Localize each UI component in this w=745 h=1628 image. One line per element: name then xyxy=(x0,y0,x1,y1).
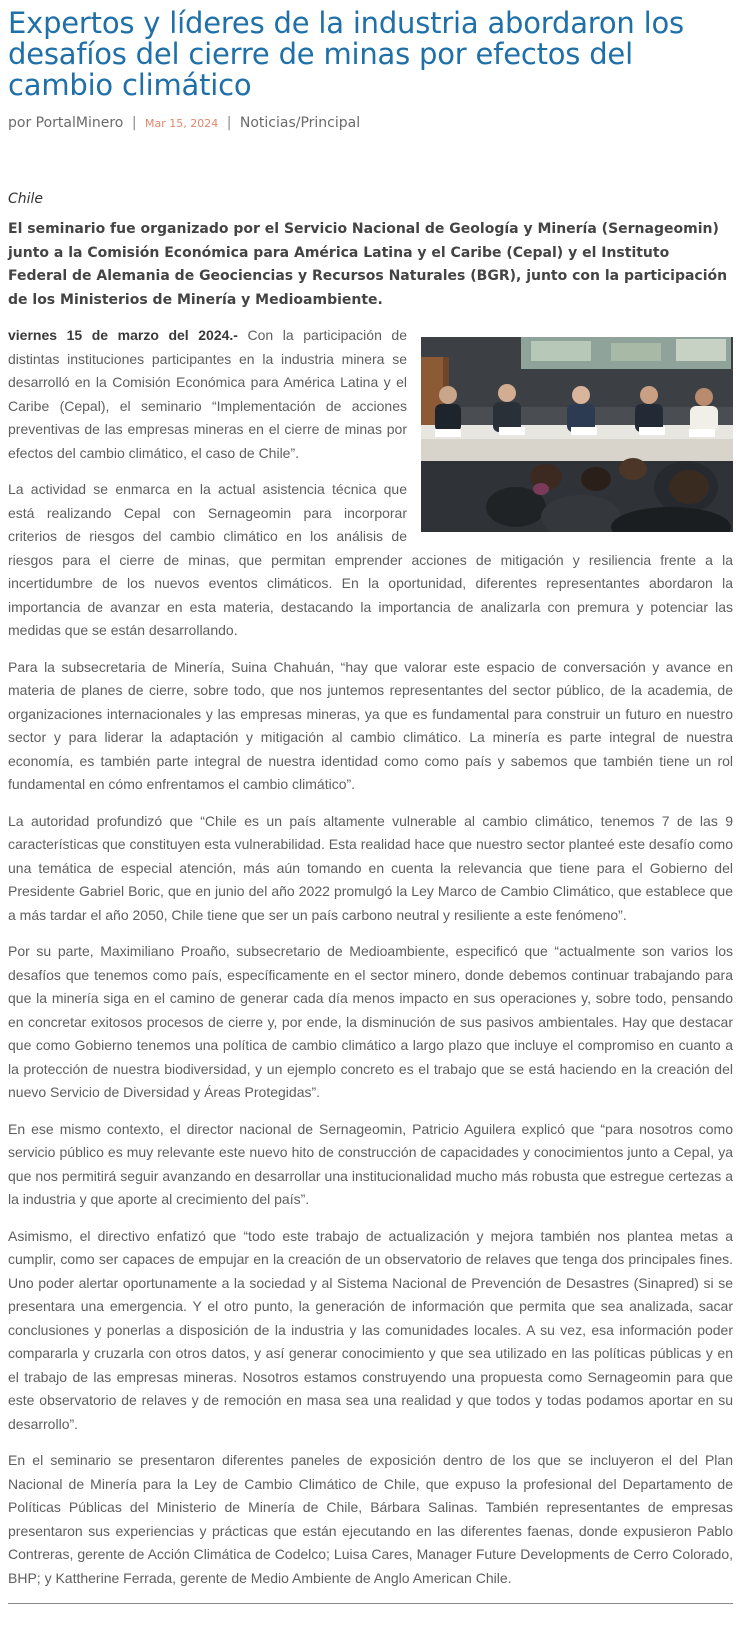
article-paragraph: Para la subsecretaria de Minería, Suina Chahuán, “hay que valorar este espacio de conversación y avance en materia de planes de cierre, sobre todo, que nos juntemos representantes del sector público, de la academia, de organizaciones internacionales y las empresas mineras, ya que es fundamental para construir un futuro en nuestro sector y para liderar la adaptación y mitigación al cambio climático. La minería es parte integral de nuestra economía, es también parte integral de nuestra identidad como como país y sabemos que también tiene un rol fundamental en cómo enfrentamos el cambio climático”. xyxy=(8,658,733,792)
article-meta xyxy=(8,113,733,134)
author-link[interactable]: por PortalMinero xyxy=(8,115,124,131)
article-paragraph: En ese mismo contexto, el director nacional de Sernageomin, Patricio Aguilera explicó que “para nosotros como servicio público es muy relevante este nuevo hito de construcción de capacidades y conocimientos junto a Cepal, ya que nos permitirá seguir avanzando en desarrollar una institucionalidad mucho más robusta que estregue certezas a la industria y que aporte al crecimiento del país”. xyxy=(8,1120,733,1207)
article-paragraph: Por su parte, Maximiliano Proaño, subsecretario de Medioambiente, especificó que “actualmente son varios los desafíos que tenemos como país, específicamente en el sector minero, donde debemos continuar trabajando para que la minería siga en el camino de generar cada día menos impacto en sus operaciones y, sobre todo, pensando en concretar exitosos procesos de cierre y, por ende, la disminución de sus pasivos ambientales. Hay que destacar que como Gobierno tenemos una política de cambio climático a largo plazo que incluye el compromiso en cuanto a la protección de nuestra biodiversidad, y un ejemplo concreto es el trabajo que se está haciendo en la creación del nuevo Servicio de Diversidad y Áreas Protegidas”. xyxy=(8,943,733,1100)
category-link[interactable]: Noticias/Principal xyxy=(239,115,361,131)
region-label: Chile xyxy=(8,191,44,207)
article-paragraph: La actividad se enmarca en la actual asistencia técnica que está realizando Cepal con Sernageomin para incorporar criterios de riesgos del cambio climático en los análisis de riesgos para el cierre de minas, que permitan emprender acciones de mitigación y resiliencia frente a la incertidumbre de los nuevos eventos climáticos. En la oportunidad, diferentes representantes abordaron la importancia de avanzar en esta materia, destacando la importancia de analizarla con premura y potenciar las medidas que se están desarrollando. xyxy=(8,481,733,638)
article-paragraph: En el seminario se presentaron diferentes paneles de exposición dentro de los que se incluyeron el del Plan Nacional de Minería para la Ley de Cambio Climático de Chile, que expuso la profesional del Departamento de Políticas Públicas del Ministerio de Minería de Chile, Bárbara Salinas. También representantes de empresas presentaron sus experiencias y prácticas que están ejecutando en las diferentes faenas, donde expusieron Pablo Contreras, gerente de Acción Climática de Codelco; Luisa Cares, Manager Future Developments de Cerro Colorado, BHP; y Kattherine Ferrada, gerente de Medio Ambiente de Anglo American Chile. xyxy=(8,1452,733,1586)
article-body xyxy=(8,324,733,1590)
article-paragraph: viernes 15 de marzo del 2024.- Con la participación de distintas instituciones participantes en la industria minera se desarrolló en la Comisión Económica para América Latina y el Caribe (Cepal), el seminario “Implementación de acciones preventivas de las empresas mineras en el cierre de minas por efectos del cambio climático, el caso de Chile”. xyxy=(8,327,408,461)
article-lead: El seminario fue organizado por el Servicio Nacional de Geología y Minería (Sernageomin) junto a la Comisión Económica para América Latina y el Caribe (Cepal) y el Instituto Federal de Alemania de Geociencias y Recursos Naturales (BGR), junto con la participación de los Ministerios de Minería y Medioambiente. xyxy=(8,221,728,308)
article-paragraph: La autoridad profundizó que “Chile es un país altamente vulnerable al cambio climático, tenemos 7 de las 9 características que constituyen esta vulnerabilidad. Esta realidad hace que nuestro sector planteé este desafío como una temática de especial atención, más aún tomando en cuenta la relevancia que tiene para el Gobierno del Presidente Gabriel Boric, que en junio del año 2022 promulgó la Ley Marco de Cambio Climático, que establece que a más tardar el año 2050, Chile tiene que ser un país carbono neutral y resiliente a este fenómeno”. xyxy=(8,812,733,923)
article-title: Expertos y líderes de la industria abordaron los desafíos del cierre de minas por efectos del cambio climático xyxy=(8,6,684,102)
dateline: viernes 15 de marzo del 2024.- xyxy=(8,327,238,343)
meta-separator: | xyxy=(226,115,232,131)
divider xyxy=(8,1603,733,1604)
meta-separator: | xyxy=(131,115,137,131)
article-paragraph: Asimismo, el directivo enfatizó que “todo este trabajo de actualización y mejora también nos plantea metas a cumplir, como ser capaces de empujar en la creación de un observatorio de relaves que tenga dos principales fines. Uno poder alertar oportunamente a la sociedad y al Sistema Nacional de Prevención de Desastres (Sinapred) si se presentara una emergencia. Y el otro punto, la generación de información que permita que sea analizada, sacar conclusiones y ponerlas a disposición de la industria y las comunidades locales. A su vez, esa información poder compararla y cruzarla con otros datos, y así generar conocimiento y que sea utilizado en las políticas públicas y en el trabajo de las empresas mineras. Nosotros estamos construyendo una propuesta como Sernageomin para que este observatorio de relaves y de remoción en masa sea una realidad y que todos y todas podamos aportar en su desarrollo”. xyxy=(8,1227,733,1432)
publish-date: Mar 15, 2024 xyxy=(144,117,219,130)
seminar-photo xyxy=(421,337,733,532)
